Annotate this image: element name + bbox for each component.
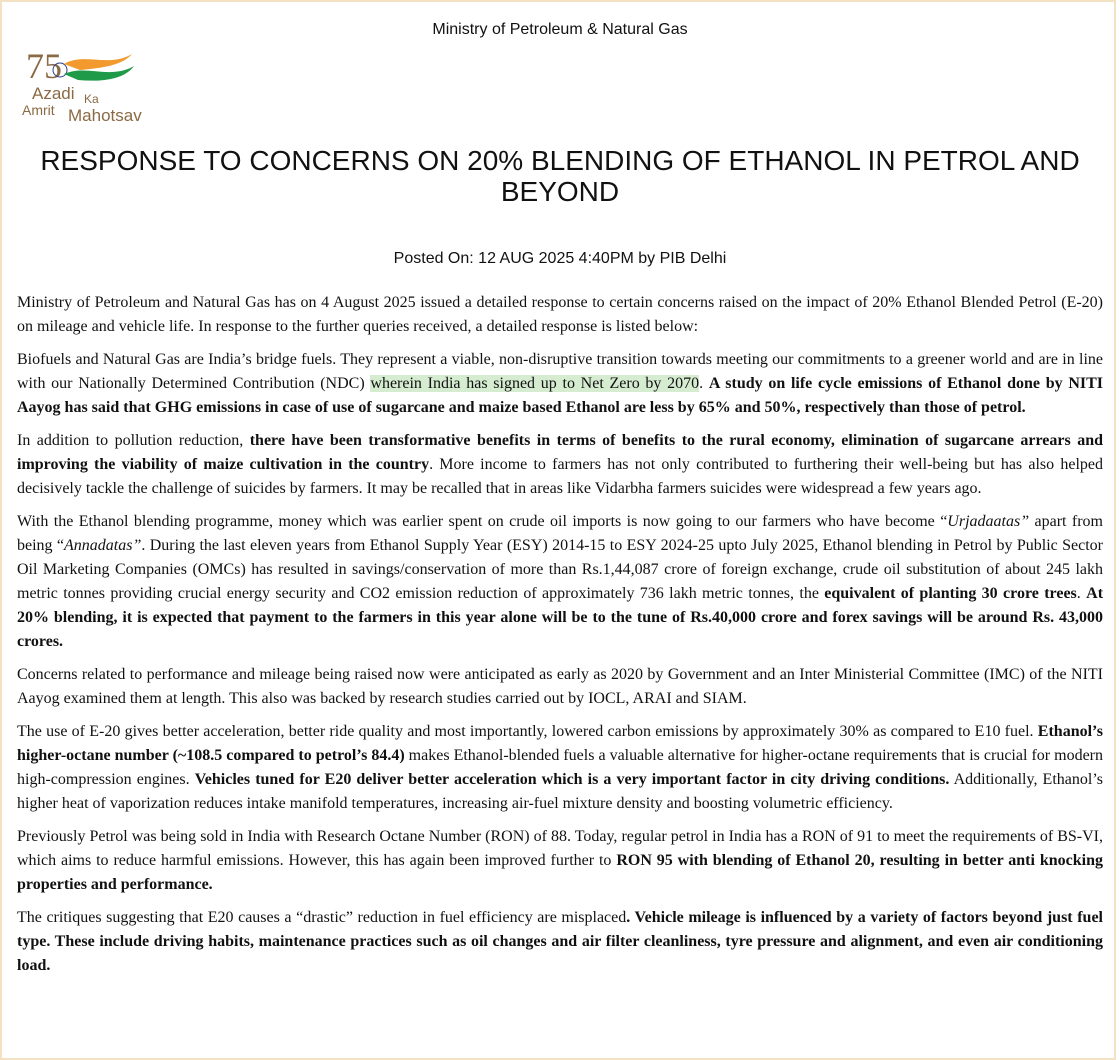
logo-mahotsav: Mahotsav xyxy=(68,106,142,124)
flag-green-icon xyxy=(64,66,134,81)
paragraph: Previously Petrol was being sold in India with Research Octane Number (RON) of 88. Today, regular petrol in India has a RON of 91 to meet the requirements of BS-VI, which aims to reduce harmful emissions. However, this has again been improved further to RON 95 with blending of Ethanol 20, resulting in better anti knocking properties and performance. xyxy=(17,828,1103,893)
paragraph: With the Ethanol blending programme, money which was earlier spent on crude oil imports is now going to our farmers who have become “Urjadaatas” apart from being “Annadatas”. During the last eleven years from Ethanol Supply Year (ESY) 2014-15 to ESY 2024-25 upto July 2025, Ethanol blending in Petrol by Public Sector Oil Marketing Companies (OMCs) has resulted in savings/conservation of more than Rs.1,44,087 crore of foreign exchange, crude oil substitution of about 245 lakh metric tonnes providing crucial energy security and CO2 emission reduction of approximately 736 lakh metric tonnes, the equivalent of planting 30 crore trees. At 20% blending, it is expected that payment to the farmers in this year alone will be to the tune of Rs.40,000 crore and forex savings will be around Rs. 43,000 crores. xyxy=(17,513,1104,650)
paragraph: The critiques suggesting that E20 causes a “drastic” reduction in fuel efficiency are misplaced. Vehicle mileage is influenced by a variety of factors beyond just fuel type. These include driving habits, maintenance practices such as oil changes and air filter cleanliness, tyre pressure and alignment, and even air conditioning load. xyxy=(17,909,1103,974)
logo-numeral: 75 xyxy=(26,46,62,86)
posted-on: Posted On: 12 AUG 2025 4:40PM by PIB Delhi xyxy=(393,250,727,267)
article-body xyxy=(17,291,1103,987)
logo-azadi: Azadi xyxy=(32,84,75,103)
paragraph: Biofuels and Natural Gas are India’s bridge fuels. They represent a viable, non-disruptive transition towards meeting our commitments to a greener world and are in line with our Nationally Determined Contribution (NDC) wherein India has signed up to Net Zero by 2070. A study on life cycle emissions of Ethanol done by NITI Aayog has said that GHG emissions in case of use of sugarcane and maize based Ethanol are less by 65% and 50%, respectively than those of petrol. xyxy=(17,351,1104,416)
paragraph: The use of E-20 gives better acceleration, better ride quality and most importantly, lowered carbon emissions by approximately 30% as compared to E10 fuel. Ethanol’s higher-octane number (~108.5 compared to petrol’s 84.4) makes Ethanol-blended fuels a valuable alternative for higher-octane requirements that is crucial for modern high-compression engines. Vehicles tuned for E20 deliver better acceleration which is a very important factor in city driving conditions. Additionally, Ethanol’s higher heat of vaporization reduces intake manifold temperatures, increasing air-fuel mixture density and boosting volumetric efficiency. xyxy=(17,723,1103,812)
paragraph: In addition to pollution reduction, there have been transformative benefits in terms of benefits to the rural economy, elimination of sugarcane arrears and improving the viability of maize cultivation in the country. More income to farmers has not only contributed to furthering their well-being but has also helped decisively tackle the challenge of suicides by farmers. It may be recalled that in areas like Vidarbha farmers suicides were widespread a few years ago. xyxy=(17,432,1104,497)
paragraph: Concerns related to performance and mileage being raised now were anticipated as early as 2020 by Government and an Inter Ministerial Committee (IMC) of the NITI Aayog examined them at length. This also was backed by research studies carried out by IOCL, ARAI and SIAM. xyxy=(17,666,1103,707)
azadi-ka-amrit-mahotsav-logo xyxy=(20,44,170,124)
page-title: RESPONSE TO CONCERNS ON 20% BLENDING OF ETHANOL IN PETROL AND BEYOND xyxy=(40,145,1080,207)
logo-amrit: Amrit xyxy=(22,102,55,118)
paragraph: Ministry of Petroleum and Natural Gas has on 4 August 2025 issued a detailed response to certain concerns raised on the impact of 20% Ethanol Blended Petrol (E-20) on mileage and vehicle life. In response to the further queries received, a detailed response is listed below: xyxy=(17,294,1103,335)
highlighted-text: wherein India has signed up to Net Zero by 2070 xyxy=(370,375,700,392)
ministry-name: Ministry of Petroleum & Natural Gas xyxy=(432,21,688,38)
logo-ka: Ka xyxy=(84,92,99,106)
flag-saffron-icon xyxy=(64,54,132,70)
